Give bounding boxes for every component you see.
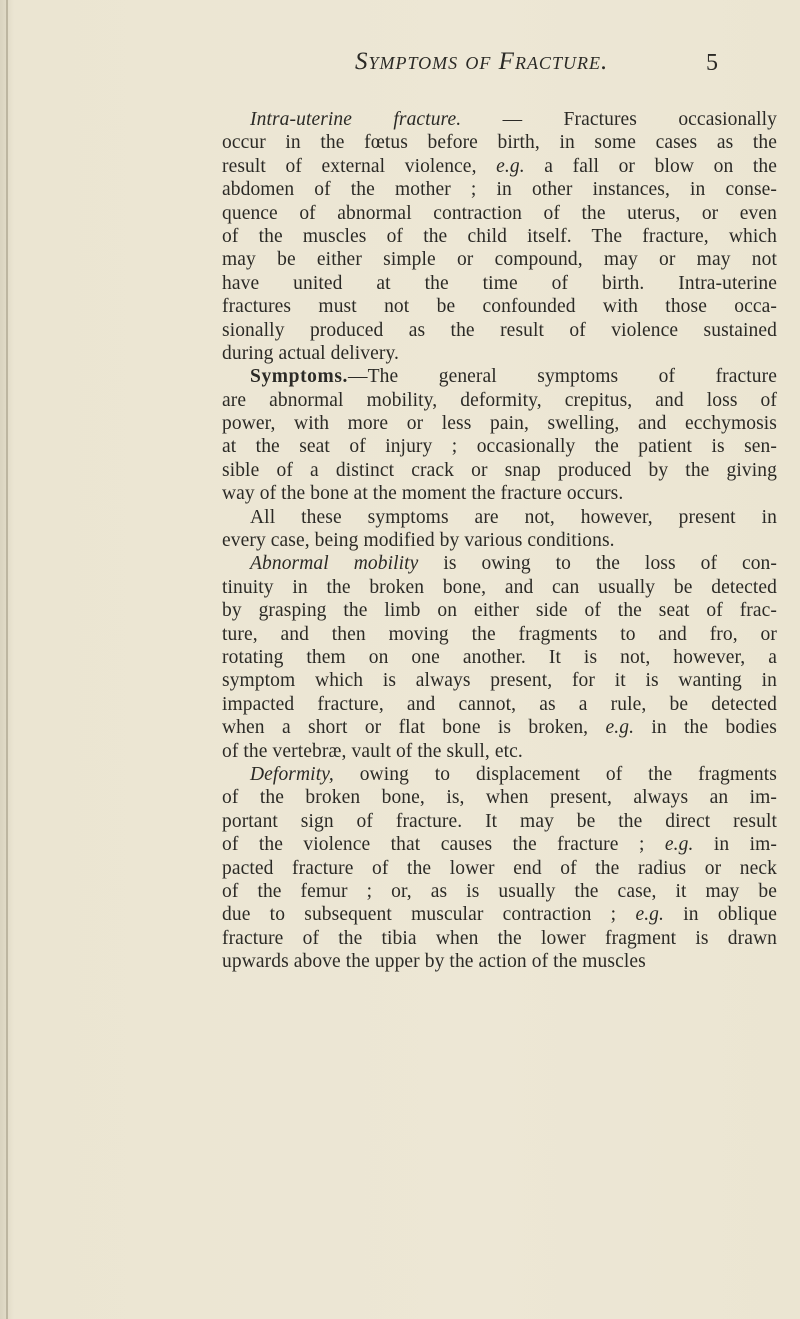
text-line — [222, 646, 777, 669]
text-run: every case, being modified by various conditions. — [222, 530, 615, 552]
text-line — [222, 669, 777, 692]
text-run: of the vertebræ, vault of the skull, etc. — [222, 740, 523, 762]
text-run: occur in the fœtus before birth, in some cases as the — [222, 132, 777, 154]
text-run: owing to displacement of the fragments — [333, 763, 777, 785]
text-line — [222, 506, 777, 529]
text-line — [222, 412, 777, 435]
text-line — [222, 927, 777, 950]
text-line — [222, 903, 777, 926]
italic-text: Deformity, — [250, 763, 334, 785]
text-line — [222, 529, 777, 552]
text-line — [222, 950, 777, 973]
text-run: fracture of the tibia when the lower fragment is drawn — [222, 927, 777, 949]
text-run: by grasping the limb on either side of the seat of frac- — [222, 600, 777, 622]
text-run: sionally produced as the result of violence sustained — [222, 319, 777, 341]
text-line — [222, 623, 777, 646]
text-run: impacted fracture, and cannot, as a rule, be detected — [222, 693, 777, 715]
italic-text: Abnormal mobility — [250, 553, 419, 575]
text-line — [222, 178, 777, 201]
text-line — [222, 880, 777, 903]
text-run: — Fractures occasionally — [461, 109, 777, 130]
text-line — [222, 155, 777, 178]
text-run: of the muscles of the child itself. The fracture, which — [222, 225, 777, 247]
text-run: symptom which is always present, for it is wanting in — [222, 670, 777, 692]
text-run: of the broken bone, is, when present, always an im- — [222, 787, 777, 809]
text-run: tinuity in the broken bone, and can usually be detected — [222, 576, 777, 598]
body-text — [222, 108, 777, 973]
text-line — [222, 108, 777, 131]
italic-text: e.g. — [635, 904, 664, 926]
text-run: when a short or flat bone is broken, — [222, 717, 606, 739]
text-line — [222, 552, 777, 575]
page-edge — [6, 0, 8, 1319]
text-line — [222, 225, 777, 248]
text-run: power, with more or less pain, swelling, and ecchymosis — [222, 413, 777, 435]
text-line — [222, 857, 777, 880]
text-run: in the bodies — [634, 717, 777, 739]
text-run: in oblique — [664, 904, 778, 926]
text-line — [222, 272, 777, 295]
text-run: is owing to the loss of con- — [418, 553, 777, 575]
text-line — [222, 459, 777, 482]
text-run: at the seat of injury ; occasionally the patient is sen- — [222, 436, 777, 458]
text-line — [222, 389, 777, 412]
page-header — [0, 48, 800, 88]
italic-text: e.g. — [605, 717, 635, 739]
text-run: a fall or blow on the — [524, 155, 777, 177]
text-line — [222, 740, 777, 763]
text-line — [222, 810, 777, 833]
text-run: upwards above the upper by the action of the muscles — [222, 951, 646, 973]
text-run: are abnormal mobility, deformity, crepitus, and loss of — [222, 389, 777, 411]
text-line — [222, 202, 777, 225]
text-line — [222, 786, 777, 809]
text-line — [222, 716, 777, 739]
text-run: during actual delivery. — [222, 342, 400, 364]
text-run: result of external violence, — [222, 155, 497, 177]
text-run: in im- — [693, 834, 777, 856]
text-line — [222, 763, 777, 786]
text-line — [222, 295, 777, 318]
page-number: 5 — [706, 50, 718, 76]
text-line — [222, 248, 777, 271]
text-line — [222, 693, 777, 716]
text-run: may be either simple or compound, may or may not — [222, 249, 777, 271]
text-run: ture, and then moving the fragments to and fro, or — [222, 623, 777, 645]
text-run: sible of a distinct crack or snap produced by the giving — [222, 459, 777, 481]
text-run: —The general symptoms of fracture — [348, 366, 777, 388]
text-run: rotating them on one another. It is not, however, a — [222, 646, 777, 668]
text-run: fractures must not be confounded with those occa- — [222, 296, 777, 318]
text-run: have united at the time of birth. Intra-uterine — [222, 272, 777, 294]
text-line — [222, 576, 777, 599]
italic-text: Intra-uterine fracture. — [250, 109, 462, 130]
text-run: pacted fracture of the lower end of the radius or neck — [222, 857, 777, 879]
text-line — [222, 342, 777, 365]
text-line — [222, 365, 777, 388]
text-run: portant sign of fracture. It may be the direct result — [222, 810, 777, 832]
italic-text: e.g. — [664, 834, 694, 856]
italic-text: e.g. — [496, 155, 525, 177]
text-run: of the femur ; or, as is usually the case, it may be — [222, 880, 777, 902]
text-run: abdomen of the mother ; in other instances, in conse- — [222, 179, 777, 201]
text-line — [222, 833, 777, 856]
text-run: due to subsequent muscular contraction ; — [222, 904, 636, 926]
text-line — [222, 482, 777, 505]
text-line — [222, 131, 777, 154]
text-run: way of the bone at the moment the fracture occurs. — [222, 483, 624, 505]
text-run: of the violence that causes the fracture ; — [222, 834, 665, 856]
text-line — [222, 599, 777, 622]
text-line — [222, 319, 777, 342]
section-heading: Symptoms. — [250, 366, 349, 388]
text-run: quence of abnormal contraction of the uterus, or even — [222, 202, 777, 224]
running-title: Symptoms of Fracture. — [355, 48, 609, 75]
text-run: All these symptoms are not, however, present in — [250, 506, 777, 528]
text-line — [222, 435, 777, 458]
